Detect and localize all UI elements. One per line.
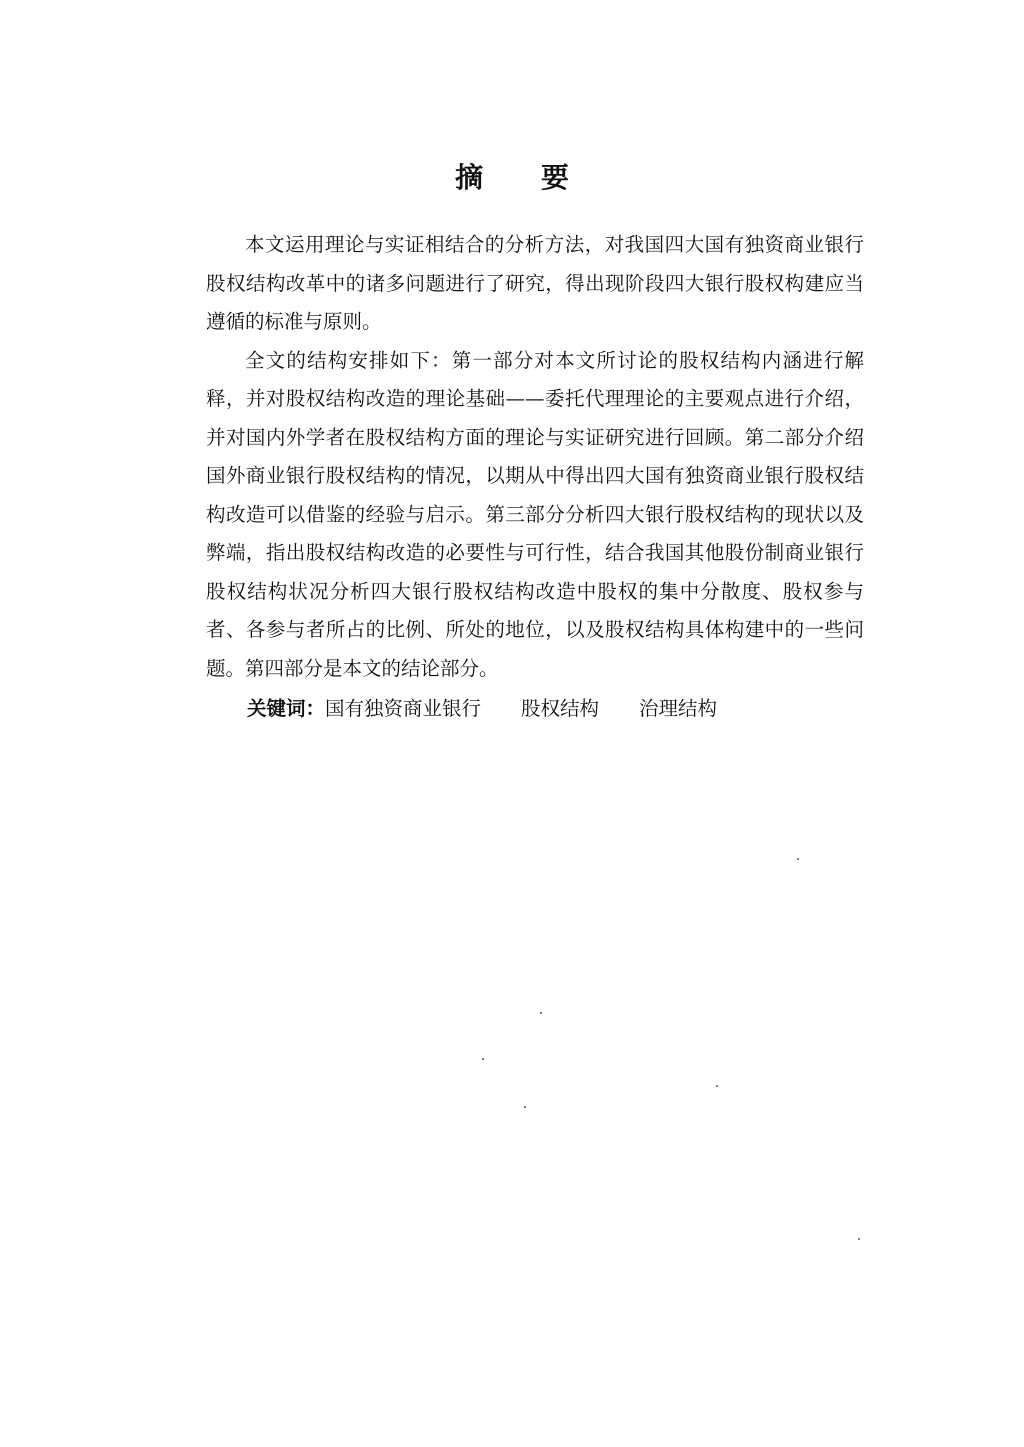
abstract-paragraph-1: 本文运用理论与实证相结合的分析方法，对我国四大国有独资商业银行股权结构改革中的诸多问题进行了研究，得出现阶段四大银行股权构建应当遵循的标准与原则。 bbox=[206, 233, 864, 333]
keyword-item: 股权结构 bbox=[521, 697, 600, 720]
scan-speck bbox=[482, 1058, 484, 1060]
keyword-item: 治理结构 bbox=[639, 697, 718, 720]
scan-speck bbox=[797, 858, 799, 860]
scan-speck bbox=[858, 1238, 860, 1240]
scan-speck bbox=[524, 1106, 526, 1108]
scan-speck bbox=[716, 1085, 718, 1087]
abstract-body bbox=[206, 226, 864, 688]
keywords-label: 关键词： bbox=[247, 697, 326, 720]
abstract-title: 摘 要 bbox=[455, 161, 593, 194]
keywords-line bbox=[247, 690, 757, 728]
abstract-paragraph-2: 全文的结构安排如下：第一部分对本文所讨论的股权结构内涵进行解释，并对股权结构改造的理论基础——委托代理理论的主要观点进行介绍，并对国内外学者在股权结构方面的理论与实证研究进行回顾。第二部分介绍国外商业银行股权结构的情况，以期从中得出四大国有独资商业银行股权结构改造可以借鉴的经验与启示。第三部分分析四大银行股权结构的现状以及弊端，指出股权结构改造的必要性与可行性，结合我国其他股份制商业银行股权结构状况分析四大银行股权结构改造中股权的集中分散度、股权参与者、各参与者所占的比例、所处的地位，以及股权结构具体构建中的一些问题。第四部分是本文的结论部分。 bbox=[206, 348, 864, 680]
keyword-item: 国有独资商业银行 bbox=[325, 697, 482, 720]
scan-speck bbox=[540, 1012, 542, 1014]
